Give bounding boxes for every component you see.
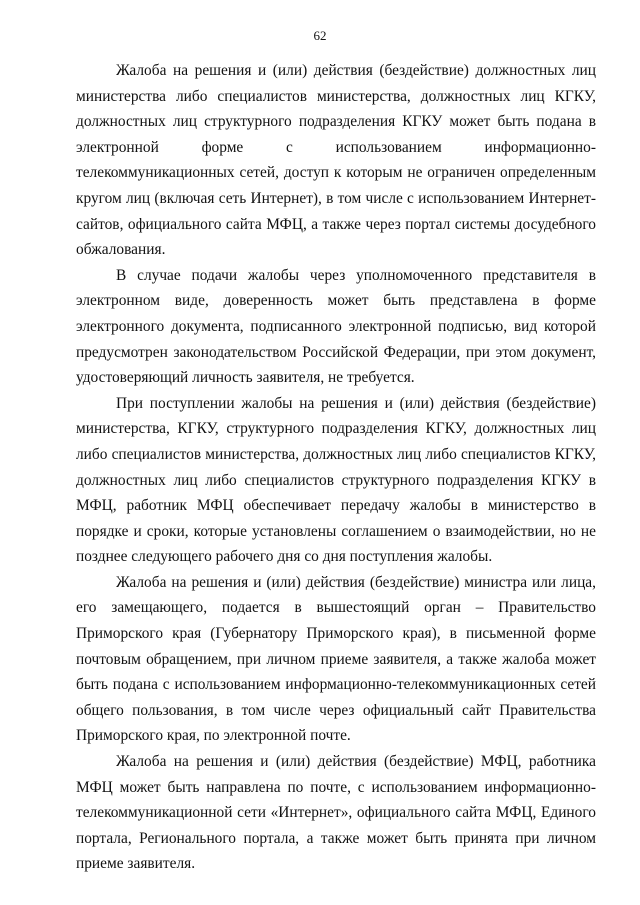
paragraph-representative-power-of-attorney: В случае подачи жалобы через уполномоченного представителя в электронном виде, доверенность может быть представлена в форме электронного документа, подписанного электронной подписью, вид которой предусмотрен законодательством Российской Федерации, при этом документ, удостоверяющий личность заявителя, не требуется. [76, 266, 596, 387]
paragraph-mfc-worker-complaint: Жалоба на решения и (или) действия (бездействие) МФЦ, работника МФЦ может быть направлена по почте, с использованием информационно-телекоммуникационной сети «Интернет», официального сайта МФЦ, Единого портала, Регионального портала, а также может быть принята при личном приеме заявителя. [76, 753, 596, 873]
paragraph-mfc-complaint-transfer: При поступлении жалобы на решения и (или) действия (бездействие) министерства, КГКУ, структурного подразделения КГКУ, должностных лиц либо специалистов министерства, должностных лиц либо специалистов КГКУ, должностных лиц либо специалистов структурного подразделения КГКУ в МФЦ, работник МФЦ обеспечивает передачу жалобы в министерство в порядке и сроки, которые установлены соглашением о взаимодействии, но не позднее следующего рабочего дня со дня поступления жалобы. [76, 394, 596, 566]
paragraph-complaint-electronic-form: Жалоба на решения и (или) действия (бездействие) должностных лиц министерства либо специалистов министерства, должностных лиц КГКУ, должностных лиц структурного подразделения КГКУ может быть подана в электронной форме с использованием информационно-телекоммуникационных сетей, доступ к которым не ограничен определенным кругом лиц (включая сеть Интернет), в том числе с использованием Интернет-сайтов, официального сайта МФЦ, а также через портал системы досудебного обжалования. [76, 62, 596, 259]
page-number: 62 [313, 28, 327, 43]
paragraph-minister-complaint: Жалоба на решения и (или) действия (бездействие) министра или лица, его замещающего, подается в вышестоящий орган – Правительство Приморского края (Губернатору Приморского края), в письменной форме почтовым обращением, при личном приеме заявителя, а также жалоба может быть подана с использованием информационно-телекоммуникационных сетей общего пользования, в том числе через официальный сайт Правительства Приморского края, по электронной почте. [76, 573, 596, 745]
document-body [76, 58, 596, 877]
